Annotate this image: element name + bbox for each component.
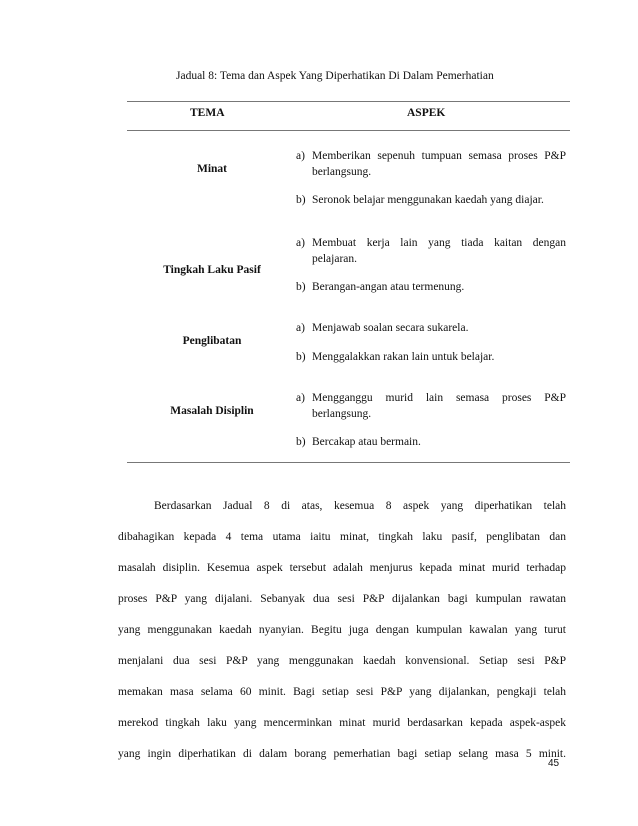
theme-masalah-disiplin: Masalah Disiplin [170, 405, 254, 417]
table-header-rule [127, 130, 570, 131]
theme-tingkah-laku-pasif: Tingkah Laku Pasif [163, 264, 261, 276]
header-tema: TEMA [190, 107, 225, 119]
aspect-marker: a) [296, 237, 305, 249]
aspect-item [296, 434, 566, 450]
aspect-item [296, 192, 566, 208]
aspect-item [296, 235, 566, 267]
paragraph-line: memakan masa selama 60 minit. Bagi setiap sesi P&P yang dijalankan, pengkaji telah [118, 686, 566, 698]
aspect-text: Menjawab soalan secara sukarela. [312, 322, 469, 334]
aspect-text: Membuat kerja lain yang tiada kaitan dengan pelajaran. [312, 237, 566, 265]
theme-minat: Minat [196, 163, 228, 175]
paragraph-line: yang ingin diperhatikan di dalam borang pemerhatian bagi setiap selang masa 5 minit. [118, 748, 566, 760]
aspect-marker: b) [296, 281, 306, 293]
table-bottom-rule [127, 462, 570, 463]
aspect-marker: a) [296, 392, 305, 404]
aspect-text: Memberikan sepenuh tumpuan semasa proses P&P berlangsung. [312, 150, 566, 178]
aspect-item [296, 349, 566, 365]
aspect-marker: b) [296, 436, 306, 448]
page-number: 45 [548, 758, 560, 769]
paragraph-line: Berdasarkan Jadual 8 di atas, kesemua 8 aspek yang diperhatikan telah [154, 500, 566, 512]
aspect-text: Menggalakkan rakan lain untuk belajar. [312, 351, 495, 363]
aspect-text: Seronok belajar menggunakan kaedah yang diajar. [312, 194, 544, 206]
paragraph-line: merekod tingkah laku yang mencerminkan minat murid berdasarkan kepada aspek-aspek [118, 717, 566, 729]
aspect-marker: b) [296, 351, 306, 363]
aspect-text: Mengganggu murid lain semasa proses P&P berlangsung. [312, 392, 566, 420]
aspect-marker: b) [296, 194, 306, 206]
theme-penglibatan: Penglibatan [182, 335, 242, 347]
table-top-rule [127, 101, 570, 102]
paragraph-line: dibahagikan kepada 4 tema utama iaitu minat, tingkah laku pasif, penglibatan dan [118, 531, 566, 543]
table-caption: Jadual 8: Tema dan Aspek Yang Diperhatikan Di Dalam Pemerhatian [176, 70, 494, 82]
paragraph-line: proses P&P yang dijalani. Sebanyak dua sesi P&P dijalankan bagi kumpulan rawatan [118, 593, 566, 605]
aspect-text: Bercakap atau bermain. [312, 436, 421, 448]
aspect-item [296, 148, 566, 180]
paragraph-line: menjalani dua sesi P&P yang menggunakan kaedah konvensional. Setiap sesi P&P [118, 655, 566, 667]
aspect-text: Berangan-angan atau termenung. [312, 281, 465, 293]
aspect-item [296, 279, 566, 295]
header-aspek: ASPEK [407, 107, 446, 119]
aspect-item [296, 390, 566, 422]
aspect-marker: a) [296, 322, 305, 334]
paragraph-line: yang menggunakan kaedah nyanyian. Begitu juga dengan kumpulan kawalan yang turut [118, 624, 566, 636]
paragraph-line: masalah disiplin. Kesemua aspek tersebut adalah menjurus kepada minat murid terhadap [118, 562, 566, 574]
aspect-marker: a) [296, 150, 305, 162]
aspect-item [296, 320, 566, 336]
